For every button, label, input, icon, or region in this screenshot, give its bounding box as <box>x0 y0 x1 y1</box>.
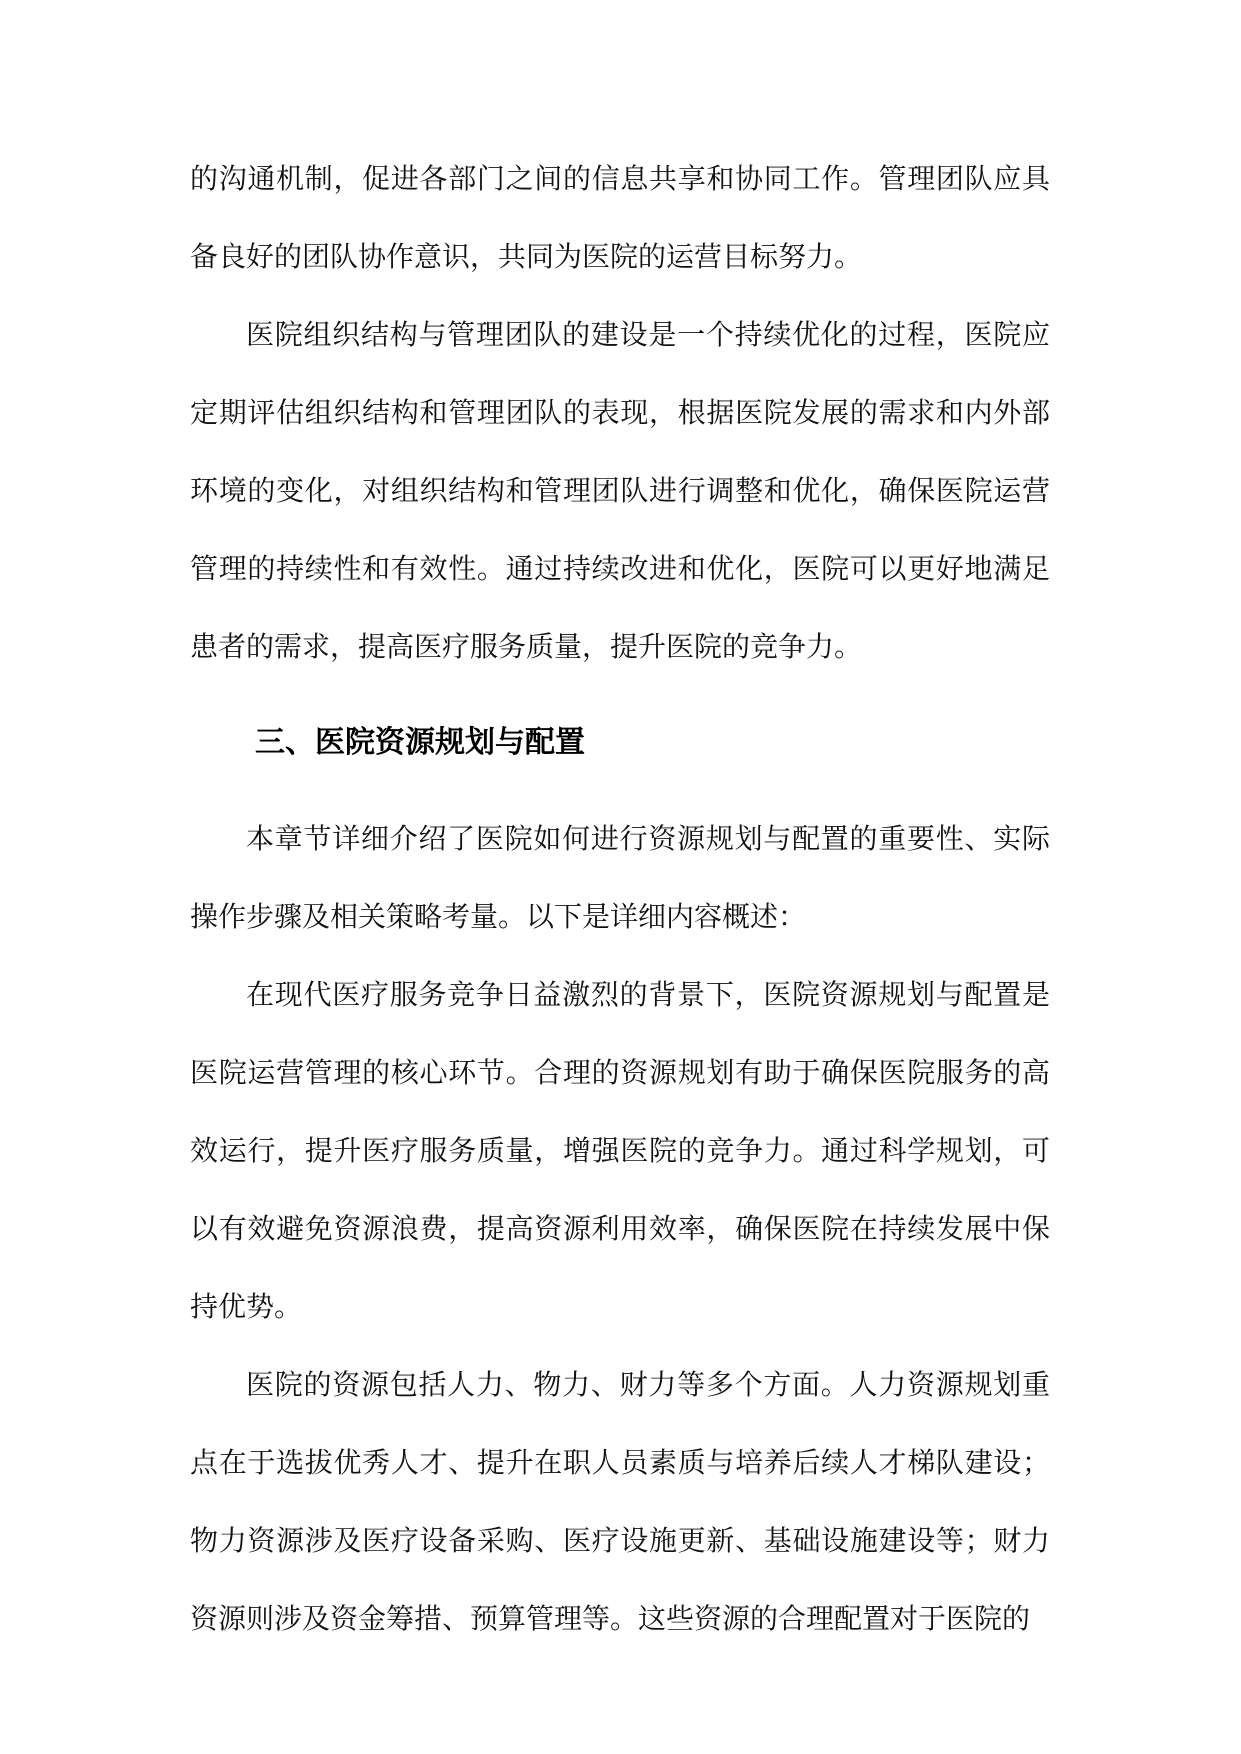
paragraph-chapter-intro: 本章节详细介绍了医院如何进行资源规划与配置的重要性、实际操作步骤及相关策略考量。以下是详细内容概述： <box>190 822 1050 933</box>
document-body <box>190 140 1050 1658</box>
paragraph-background: 在现代医疗服务竞争日益激烈的背景下，医院资源规划与配置是医院运营管理的核心环节。合理的资源规划有助于确保医院服务的高效运行，提升医疗服务质量，增强医院的竞争力。通过科学规划，可以有效避免资源浪费，提高资源利用效率，确保医院在持续发展中保持优势。 <box>190 978 1050 1323</box>
paragraph-resources: 医院的资源包括人力、物力、财力等多个方面。人力资源规划重点在于选拔优秀人才、提升在职人员素质与培养后续人才梯队建设；物力资源涉及医疗设备采购、医疗设施更新、基础设施建设等；财力资源则涉及资金筹措、预算管理等。这些资源的合理配置对于医院的 <box>190 1368 1050 1635</box>
paragraph-continued: 的沟通机制，促进各部门之间的信息共享和协同工作。管理团队应具备良好的团队协作意识，共同为医院的运营目标努力。 <box>190 162 1050 273</box>
section-heading: 三、医院资源规划与配置 <box>255 725 585 760</box>
paragraph-org-structure: 医院组织结构与管理团队的建设是一个持续优化的过程，医院应定期评估组织结构和管理团队的表现，根据医院发展的需求和内外部环境的变化，对组织结构和管理团队进行调整和优化，确保医院运营管理的持续性和有效性。通过持续改进和优化，医院可以更好地满足患者的需求，提高医疗服务质量，提升医院的竞争力。 <box>190 318 1050 663</box>
